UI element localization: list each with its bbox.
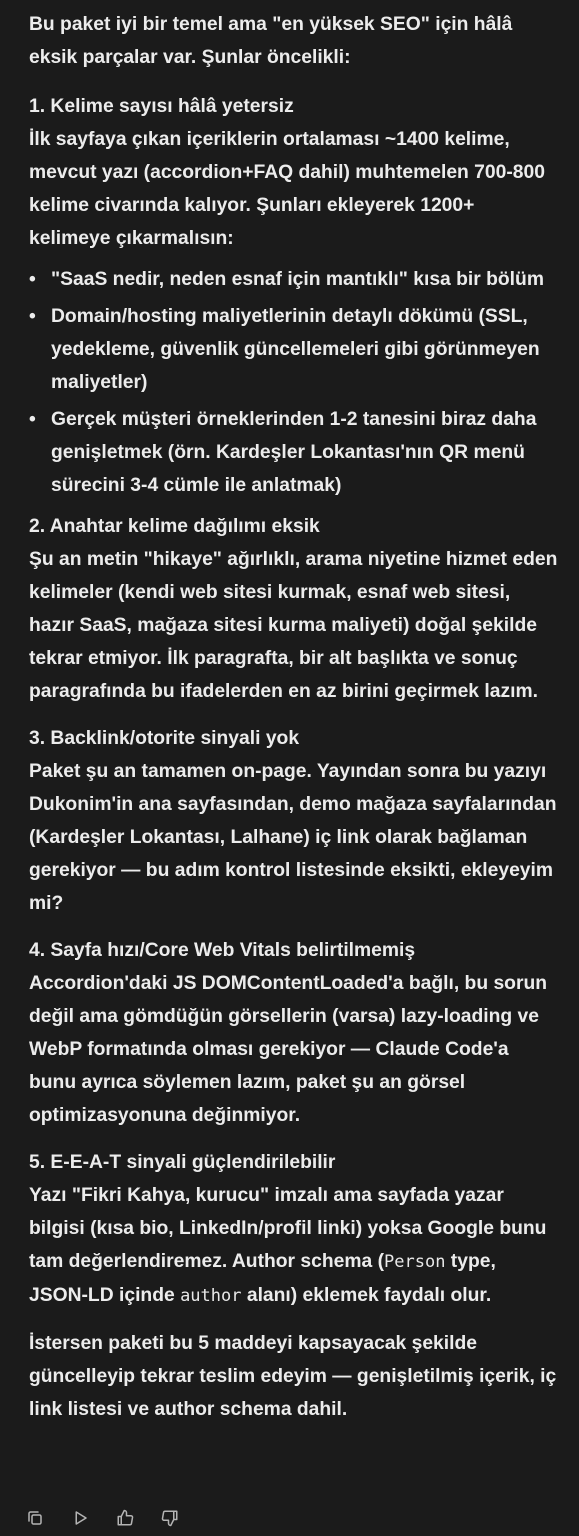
section-eeat [29, 1146, 559, 1313]
body-text: alanı) eklemek faydalı olur. [241, 1285, 492, 1306]
copy-button[interactable] [26, 1505, 71, 1531]
play-icon [71, 1509, 89, 1527]
section-word-count [29, 90, 559, 502]
section-heading: 3. Backlink/otorite sinyali yok [29, 728, 300, 749]
section-body: İlk sayfaya çıkan içeriklerin ortalaması ~1400 kelime, mevcut yazı (accordion+FAQ dahil) muhtemelen 700-800 kelime civarında kalıyor. Şunları ekleyerek 1200+ kelimeye çıkarmalısın: [29, 129, 545, 249]
copy-icon [26, 1509, 44, 1527]
thumbs-up-button[interactable] [116, 1505, 161, 1531]
list-item: • "SaaS nedir, neden esnaf için mantıklı" kısa bir bölüm [29, 263, 559, 296]
section-page-speed [29, 934, 559, 1132]
section-keyword-distribution [29, 510, 559, 708]
section-heading: 5. E-E-A-T sinyali güçlendirilebilir [29, 1152, 336, 1173]
message-actions [26, 1505, 206, 1531]
section-backlink [29, 722, 559, 920]
thumbs-down-button[interactable] [161, 1505, 206, 1531]
section-body: Paket şu an tamamen on-page. Yayından sonra bu yazıyı Dukonim'in ana sayfasından, demo mağaza sayfalarından (Kardeşler Lokantası, Lalhane) iç link olarak bağlaman gerekiyor — bu adım kontrol listesinde eksikti, ekleyeyim mi? [29, 761, 557, 914]
list-item: • Domain/hosting maliyetlerinin detaylı dökümü (SSL, yedekleme, güvenlik güncellemeleri gibi görünmeyen maliyetler) [29, 300, 559, 399]
thumbs-up-icon [116, 1509, 134, 1527]
bullet-list [29, 263, 559, 502]
inline-code: Person [384, 1252, 446, 1272]
body-text: type, JSON-LD içinde [29, 1251, 496, 1306]
body-text: Yazı "Fikri Kahya, kurucu" imzalı ama sayfada yazar bilgisi (kısa bio, LinkedIn/profil linki) yoksa Google bunu tam değerlendiremez. Author schema ( [29, 1185, 547, 1272]
message-intro: Bu paket iyi bir temel ama "en yüksek SEO" için hâlâ eksik parçalar var. Şunlar öncelikli: [29, 14, 513, 68]
list-item: • Gerçek müşteri örneklerinden 1-2 tanesini biraz daha genişletmek (örn. Kardeşler Lokantası'nın QR menü sürecini 3-4 cümle ile anlatmak) [29, 403, 559, 502]
section-body [29, 1179, 559, 1313]
assistant-message [29, 8, 559, 1426]
section-heading: 1. Kelime sayısı hâlâ yetersiz [29, 96, 294, 117]
thumbs-down-icon [161, 1509, 179, 1527]
section-heading: 2. Anahtar kelime dağılımı eksik [29, 516, 320, 537]
section-heading: 4. Sayfa hızı/Core Web Vitals belirtilmemiş [29, 940, 416, 961]
section-body: Accordion'daki JS DOMContentLoaded'a bağlı, bu sorun değil ama gömdüğün görsellerin (varsa) lazy-loading ve WebP formatında olması gerekiyor — Claude Code'a bunu ayrıca söylemen lazım, paket şu an görsel optimizasyonuna değinmiyor. [29, 973, 548, 1126]
inline-code: author [180, 1286, 242, 1306]
section-body: Şu an metin "hikaye" ağırlıklı, arama niyetine hizmet eden kelimeler (kendi web sitesi kurmak, esnaf web sitesi, hazır SaaS, mağaza sitesi kurma maliyeti) doğal şekilde tekrar etmiyor. İlk paragrafta, bir alt başlıkta ve sonuç paragrafında bu ifadelerden en az birini geçirmek lazım. [29, 549, 558, 702]
message-closing: İstersen paketi bu 5 maddeyi kapsayacak şekilde güncelleyip tekrar teslim edeyim — genişletilmiş içerik, iç link listesi ve author schema dahil. [29, 1333, 557, 1420]
read-aloud-button[interactable] [71, 1505, 116, 1531]
